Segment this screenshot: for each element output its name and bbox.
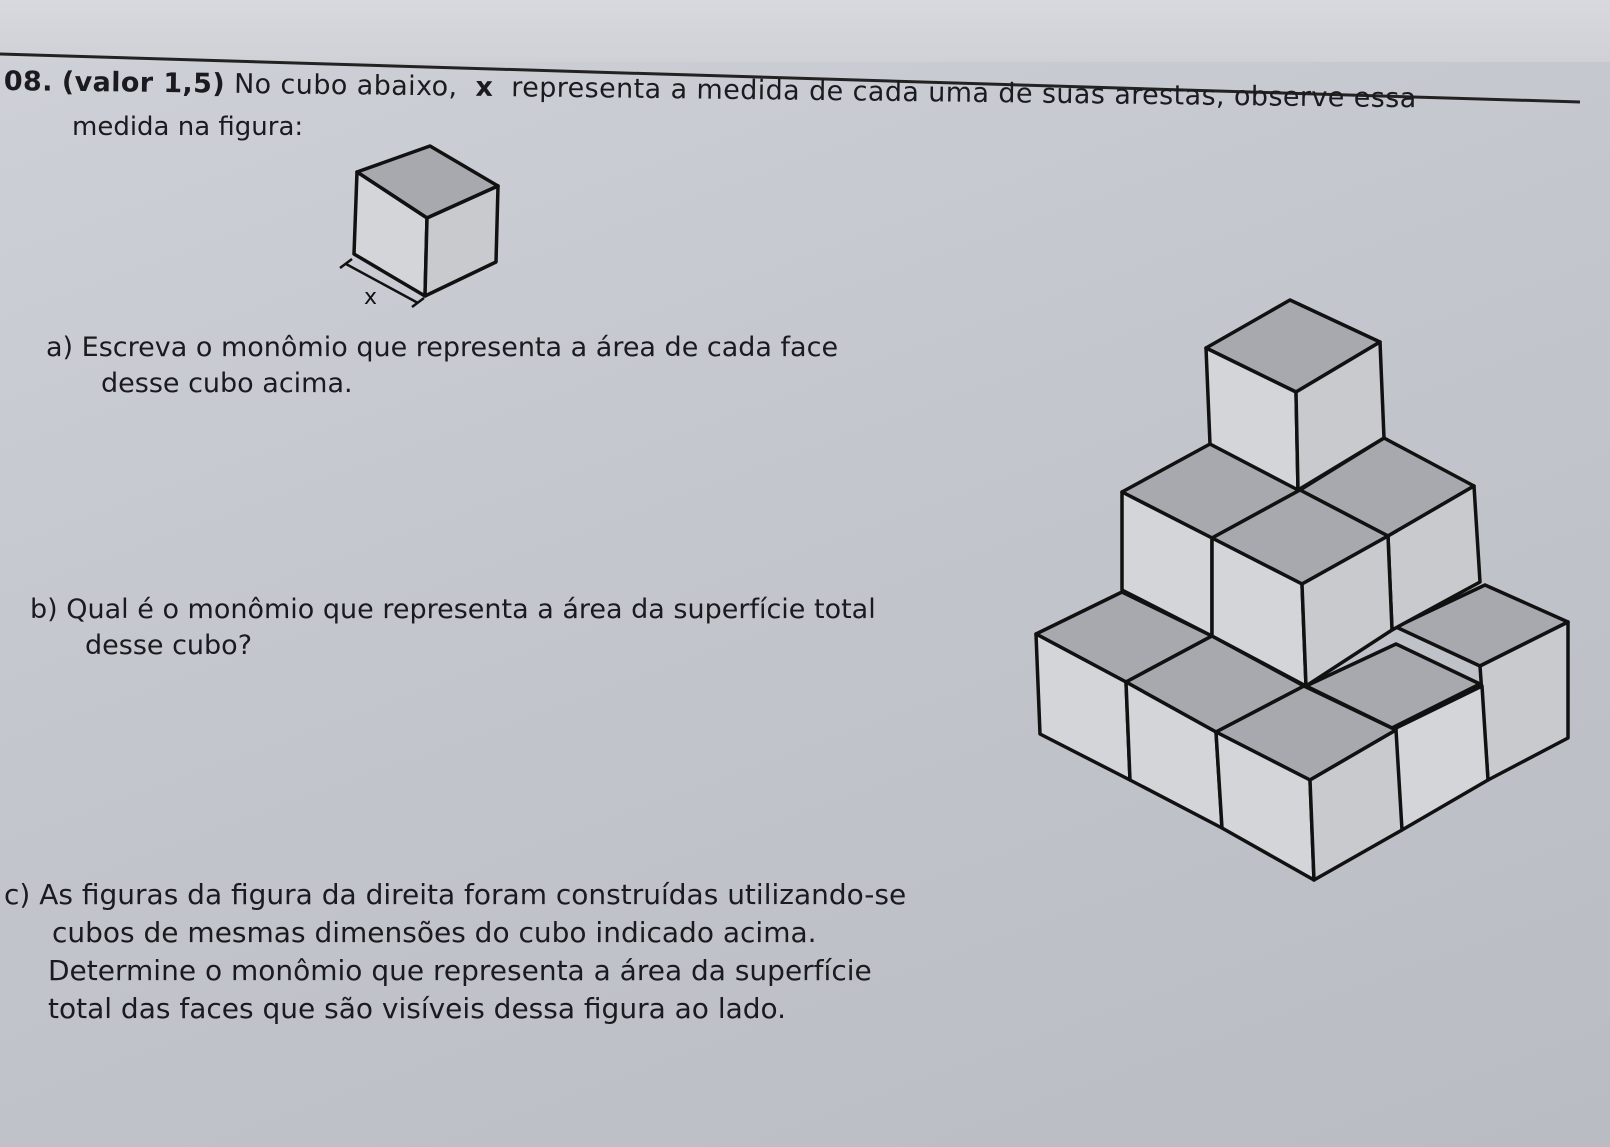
- question-intro-part2: representa a medida de cada uma de suas arestas, observe essa: [511, 72, 1417, 115]
- item-c-line4: total das faces que são visíveis dessa figura ao lado.: [48, 992, 787, 1025]
- edge-label-x: x: [364, 285, 378, 310]
- item-b: [30, 592, 876, 664]
- item-c: [4, 876, 906, 1028]
- variable-x: x: [475, 71, 494, 103]
- item-b-line2: desse cubo?: [85, 630, 253, 661]
- item-a-line2: desse cubo acima.: [101, 368, 353, 399]
- single-cube-figure: [330, 140, 530, 320]
- item-c-line1: c) As figuras da figura da direita foram construídas utilizando-se: [4, 878, 907, 911]
- item-c-line2: cubos de mesmas dimensões do cubo indicado acima.: [52, 916, 817, 949]
- question-value: (valor 1,5): [61, 66, 226, 100]
- question-intro-line2: medida na figura:: [72, 112, 304, 142]
- item-b-line1: b) Qual é o monômio que representa a área da superfície total: [30, 594, 876, 625]
- item-c-line3: Determine o monômio que representa a área da superfície: [48, 954, 872, 987]
- item-a-line1: a) Escreva o monômio que representa a área de cada face: [46, 332, 839, 363]
- item-a: [46, 330, 838, 402]
- question-intro-part1: No cubo abaixo,: [233, 68, 458, 103]
- question-number: 08.: [3, 66, 54, 98]
- stacked-cubes-figure: [1020, 290, 1610, 900]
